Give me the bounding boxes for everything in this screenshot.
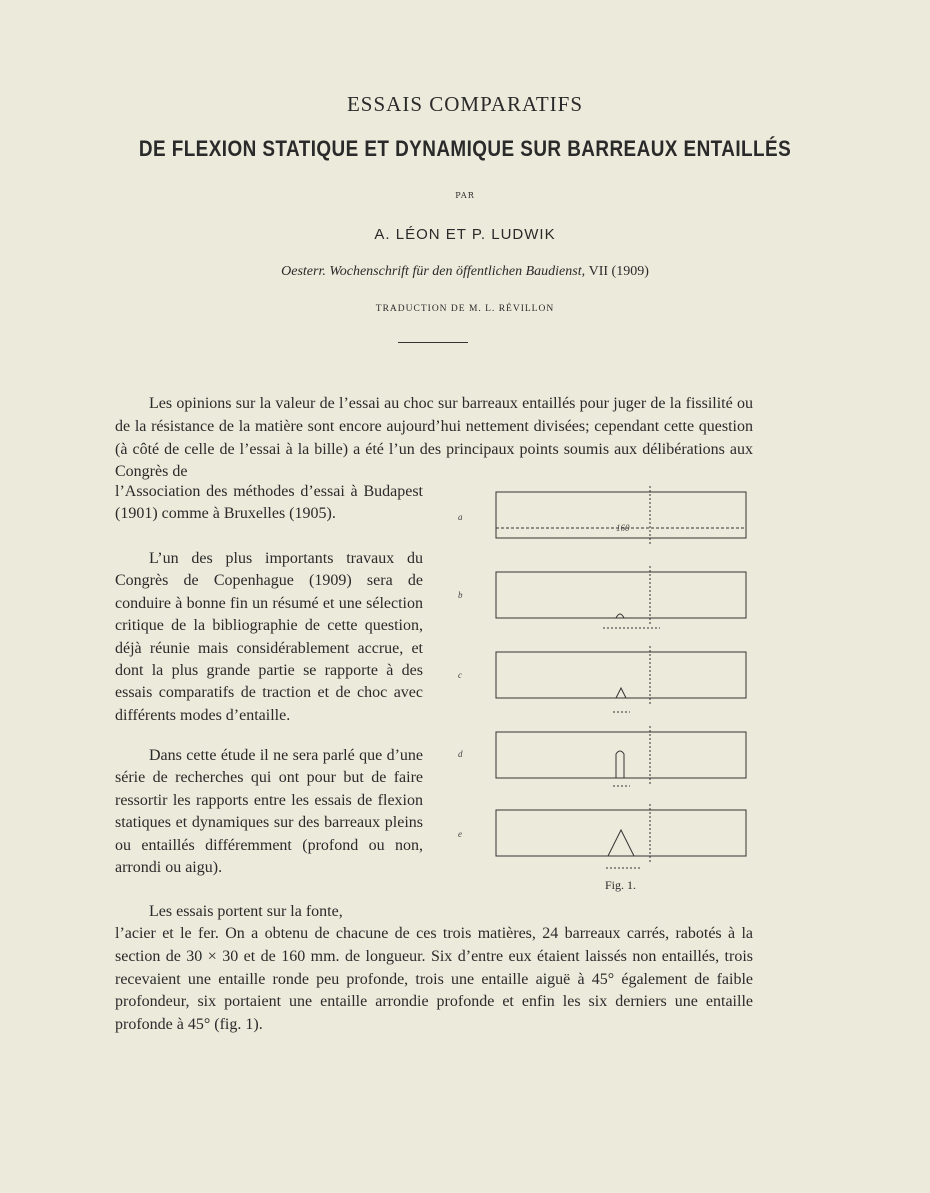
fig-label-e: e: [458, 829, 462, 839]
paragraph-2-text: L’un des plus importants travaux du Congrès de Copenhague (1909) sera de conduire à bonne fin un résumé et une sélection critique de la bibliographie de cette question, déjà réunie mais considérablement accrue, et dont la plus grande partie se rapporte à des essais comparatifs de traction et de choc avec différents modes d’entaille.: [115, 550, 423, 724]
separator-rule: [398, 342, 468, 343]
source-journal: Oesterr. Wochenschrift für den öffentlichen Baudienst,: [281, 264, 586, 279]
bar-a-drawing: [496, 486, 746, 544]
bar-b-drawing: [496, 566, 746, 628]
paragraph-3: [115, 745, 423, 879]
bar-d-drawing: [496, 726, 746, 786]
figure-caption: Fig. 1.: [605, 878, 637, 892]
fig-label-a: a: [458, 512, 463, 522]
source-volume: VII (1909): [588, 264, 649, 279]
dimension-160: 160: [616, 523, 630, 533]
title-line-1: ESSAIS COMPARATIFS: [346, 92, 584, 116]
paragraph-4-start: [115, 901, 423, 923]
par-label: PAR: [455, 191, 475, 200]
fig-label-b: b: [458, 590, 463, 600]
fig-label-d: d: [458, 749, 463, 759]
paragraph-4-start-text: Les essais portent sur la fonte,: [149, 903, 343, 920]
fig-label-c: c: [458, 670, 462, 680]
translation-credit: TRADUCTION DE M. L. RÉVILLON: [375, 304, 555, 314]
figure-1: [448, 482, 768, 902]
paragraph-4-rest: l’acier et le fer. On a obtenu de chacune de ces trois matières, 24 barreaux carrés, rabotés à la section de 30 × 30 et de 160 mm. de longueur. Six d’entre eux étaient laissés non entaillés, trois recevaient une entaille ronde peu profonde, trois une entaille aiguë à 45° également de faible profondeur, six portaient une entaille arrondie profonde et enfin les six derniers une entaille profonde à 45° (fig. 1).: [115, 925, 753, 1034]
title-line-2: DE FLEXION STATIQUE ET DYNAMIQUE SUR BARREAUX ENTAILLÉS: [138, 136, 792, 161]
paragraph-2: [115, 548, 423, 727]
source-citation: [0, 264, 930, 280]
paragraph-1-cont-text: l’Association des méthodes d’essai à Budapest (1901) comme à Bruxelles (1905).: [115, 483, 423, 523]
paragraph-1-continuation: [115, 481, 423, 526]
paragraph-1: Les opinions sur la valeur de l’essai au choc sur barreaux entaillés pour juger de la fissilité ou de la résistance de la matière sont encore aujourd’hui nettement divisées; cependant cette question (à côté de celle de l’essai à la bille) a été l’un des principaux points soumis aux délibérations aux Congrès de: [115, 395, 753, 481]
paragraph-3-text: Dans cette étude il ne sera parlé que d’une série de recherches qui ont pour but de faire ressortir les rapports entre les essais de flexion statiques et dynamiques sur des barreaux pleins ou entaillés différemment (profond ou non, arrondi ou aigu).: [115, 747, 423, 877]
bar-e-drawing: [496, 804, 746, 868]
bar-c-drawing: [496, 646, 746, 712]
authors: A. LÉON ET P. LUDWIK: [374, 226, 556, 243]
